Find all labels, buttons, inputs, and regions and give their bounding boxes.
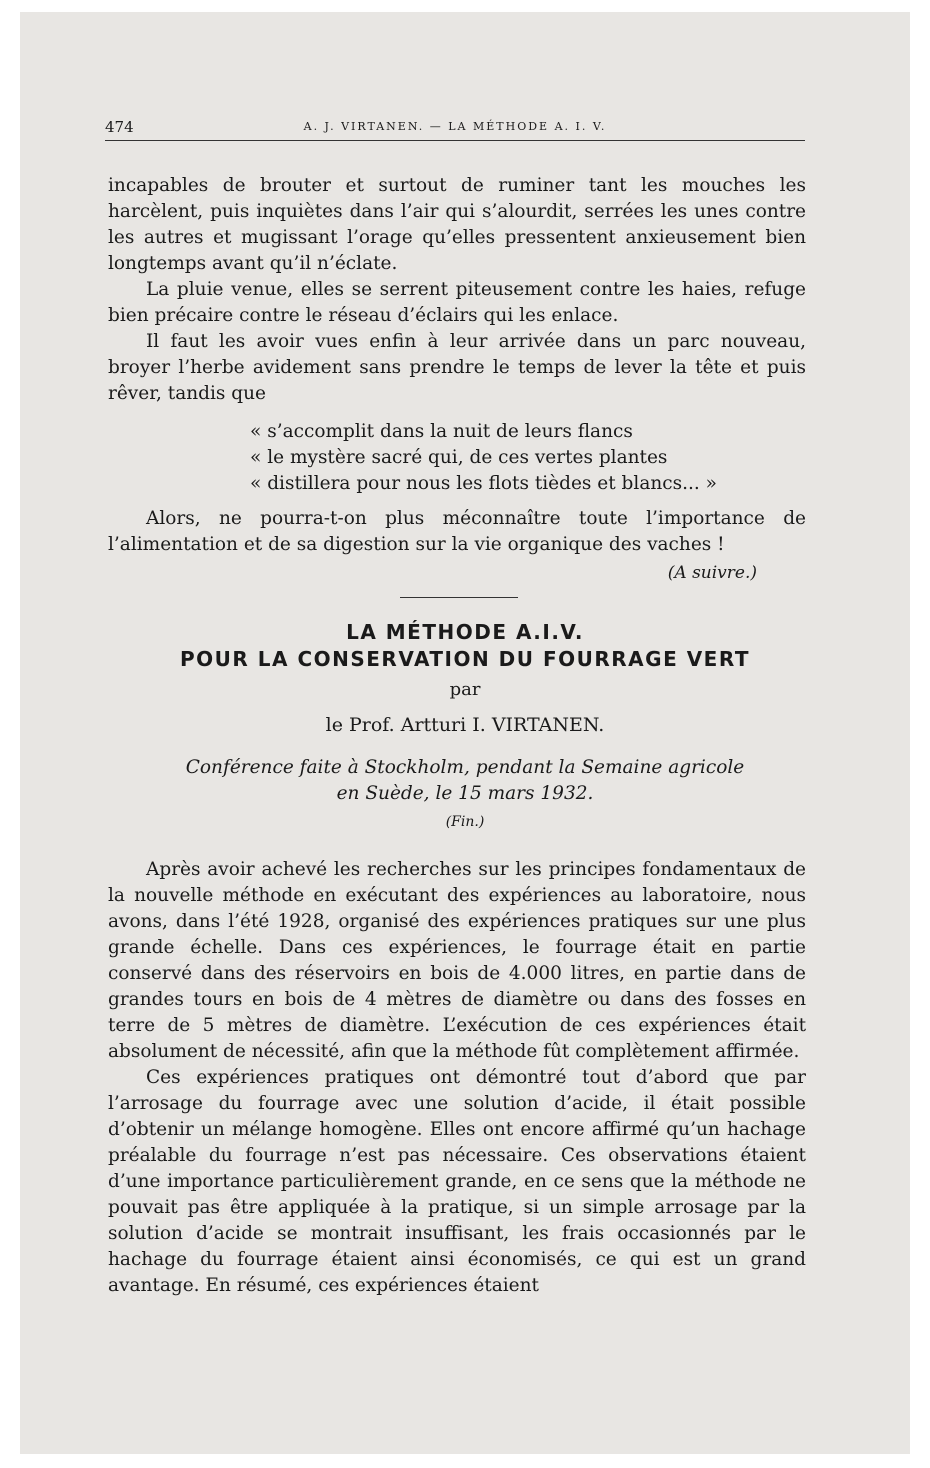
page-header (105, 118, 805, 141)
byline: par (449, 679, 481, 700)
verse-line: « le mystère sacré qui, de ces vertes plantes (250, 447, 668, 468)
running-title: A. J. VIRTANEN. — LA MÉTHODE A. I. V. (303, 120, 607, 133)
end-marker: (Fin.) (445, 814, 485, 830)
article-title: LA MÉTHODE A.I.V. (346, 620, 584, 644)
conference-note: Conférence faite à Stockholm, pendant la Semaine agricole (185, 757, 745, 778)
conference-note: en Suède, le 15 mars 1932. (336, 783, 594, 804)
to-be-continued: (A suivre.) (667, 563, 757, 583)
article-subtitle: POUR LA CONSERVATION DU FOURRAGE VERT (180, 647, 750, 671)
verse-line: « distillera pour nous les flots tièdes et blancs... » (250, 473, 717, 494)
section-divider (400, 597, 518, 598)
paragraph: Il faut les avoir vues enfin à leur arrivée dans un parc nouveau, broyer l’herbe avidement sans prendre le temps de lever la tête et puis rêver, tandis que (108, 331, 806, 404)
closing-text (108, 506, 806, 558)
page-number: 474 (105, 118, 134, 136)
paragraph: Après avoir achevé les recherches sur les principes fondamentaux de la nouvelle méthode en exécutant des expériences au laboratoire, nous avons, dans l’été 1928, organisé des expériences pratiques sur une plus grande échelle. Dans ces expériences, le fourrage était en partie conservé dans des réservoirs en bois de 4.000 litres, en partie dans de grandes tours en bois de 4 mètres de diamètre ou dans des fosses en terre de 5 mètres de diamètre. L’exécution de ces expériences était absolument de nécessité, afin que la méthode fût complètement affirmée. (108, 859, 806, 1062)
verse-line: « s’accomplit dans la nuit de leurs flancs (250, 421, 633, 442)
intro-text (108, 173, 806, 407)
author-name: le Prof. Artturi I. VIRTANEN. (325, 714, 605, 736)
article-body (108, 857, 806, 1299)
paragraph: Alors, ne pourra-t-on plus méconnaître toute l’importance de l’alimentation et de sa digestion sur la vie organique des vaches ! (108, 508, 806, 555)
paragraph: La pluie venue, elles se serrent piteusement contre les haies, refuge bien précaire contre le réseau d’éclairs qui les enlace. (108, 279, 806, 326)
paragraph: incapables de brouter et surtout de ruminer tant les mouches les harcèlent, puis inquiètes dans l’air qui s’alourdit, serrées les unes contre les autres et mugissant l’orage qu’elles pressentent anxieusement bien longtemps avant qu’il n’éclate. (108, 175, 806, 274)
paragraph: Ces expériences pratiques ont démontré tout d’abord que par l’arrosage du fourrage avec une solution d’acide, il était possible d’obtenir un mélange homogène. Elles ont encore affirmé qu’un hachage préalable du fourrage n’est pas nécessaire. Ces observations étaient d’une importance particulièrement grande, en ce sens que la méthode ne pouvait pas être appliquée à la pratique, si un simple arrosage par la solution d’acide se montrait insuffisant, les frais occasionnés par le hachage du fourrage étaient ainsi économisés, ce qui est un grand avantage. En résumé, ces expériences étaient (108, 1067, 806, 1296)
verse-quote (250, 419, 717, 497)
